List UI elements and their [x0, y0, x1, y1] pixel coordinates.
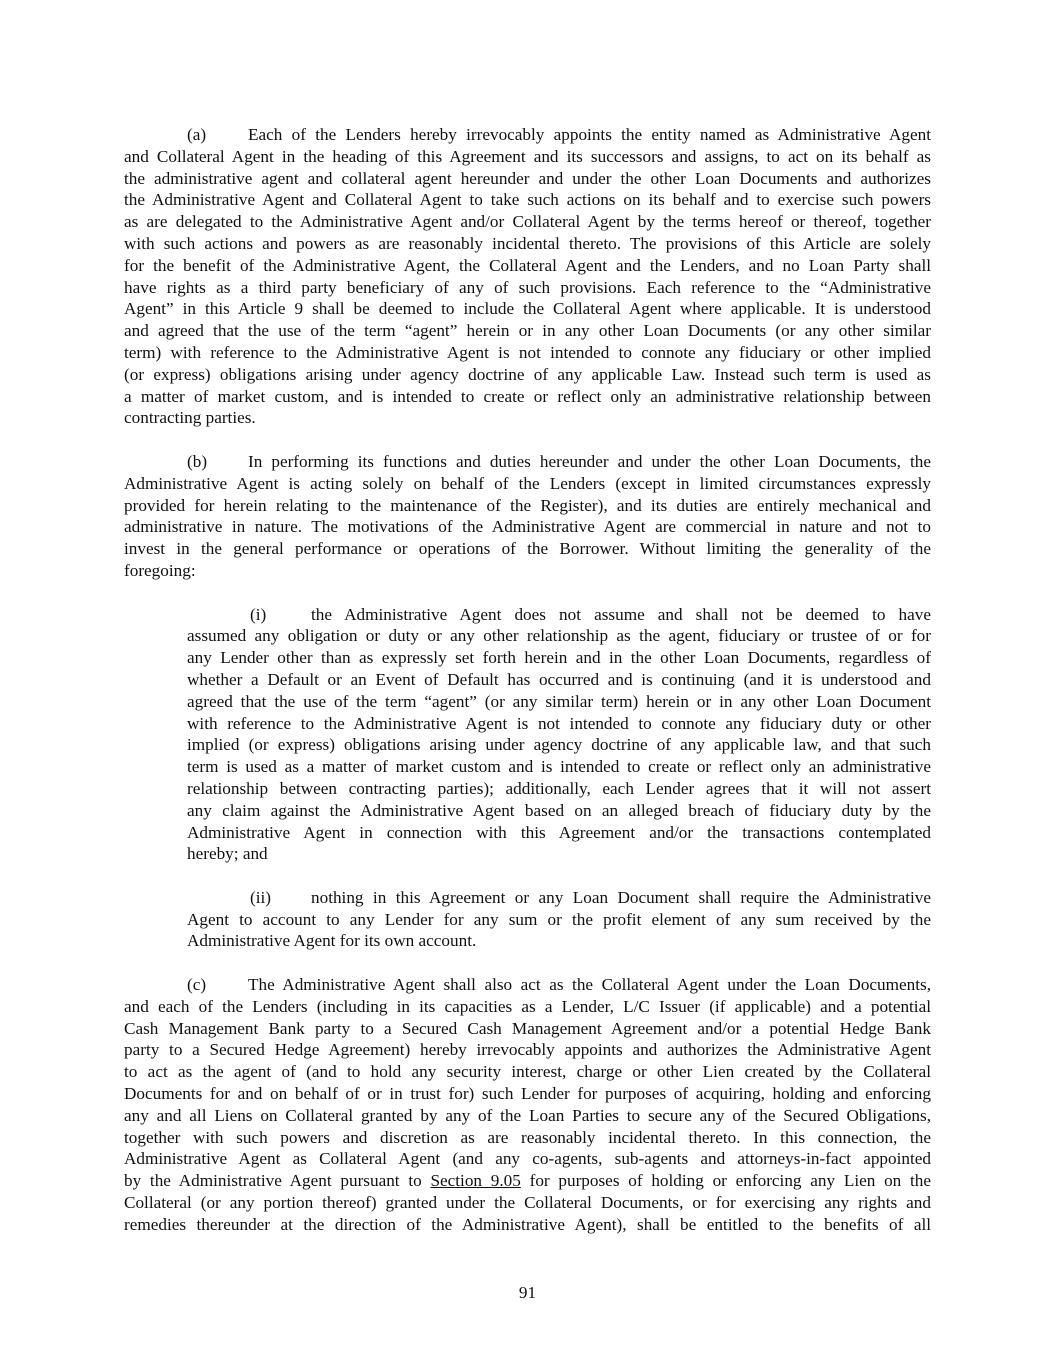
- text-line: any and all Liens on Collateral granted by any of the Loan Parties to secure any of the Secured Obligations,: [124, 1105, 931, 1125]
- text-line: Cash Management Bank party to a Secured Cash Management Agreement and/or a potential Hedge Bank: [124, 1018, 931, 1038]
- text-line: hereby; and: [187, 844, 268, 864]
- text-line: Administrative Agent as Collateral Agent (and any co-agents, sub-agents and attorneys-in-fact appointed: [124, 1149, 931, 1169]
- paragraph-a: [124, 124, 931, 429]
- paragraph-label: (i): [250, 604, 267, 624]
- text-line: Administrative Agent is acting solely on behalf of the Lenders (except in limited circumstances expressly: [124, 473, 931, 493]
- text-line: [124, 451, 931, 473]
- text-line: with reference to the Administrative Agent is not intended to connote any fiduciary duty or other: [187, 713, 931, 733]
- section-reference-link[interactable]: Section 9.05: [430, 1171, 521, 1191]
- page-number: 91: [518, 1283, 537, 1302]
- text-line: [187, 604, 931, 626]
- text-line: agreed that the use of the term “agent” (or any similar term) herein or in any other Loan Document: [187, 691, 931, 711]
- line-text: for purposes of holding or enforcing any Lien on the: [520, 1171, 932, 1191]
- line-text: by the Administrative Agent pursuant to: [124, 1171, 431, 1191]
- text-line: whether a Default or an Event of Default has occurred and is continuing (and it is understood and: [187, 669, 931, 689]
- text-line: and Collateral Agent in the heading of this Agreement and its successors and assigns, to act on its behalf as: [124, 146, 931, 166]
- text-line: term is used as a matter of market custom and is intended to create or reflect only an administrative: [187, 757, 931, 777]
- line-text: In performing its functions and duties hereunder and under the other Loan Documents, the: [248, 451, 931, 471]
- paragraph-b: [124, 451, 931, 582]
- paragraph-c: [124, 974, 931, 1236]
- text-line: [124, 974, 931, 996]
- paragraph-label: (c): [187, 975, 207, 995]
- text-line: Administrative Agent for its own account.: [187, 931, 477, 951]
- text-line: any claim against the Administrative Agent based on an alleged breach of fiduciary duty by the: [187, 800, 931, 820]
- document-body: [124, 124, 931, 1257]
- text-line: as are delegated to the Administrative Agent and/or Collateral Agent by the terms hereof or thereof, together: [124, 212, 931, 232]
- line-text: nothing in this Agreement or any Loan Document shall require the Administrative: [311, 887, 931, 907]
- text-line: foregoing:: [124, 560, 196, 580]
- text-line: have rights as a third party beneficiary of any of such provisions. Each reference to the “Administrative: [124, 277, 931, 297]
- line-text: Each of the Lenders hereby irrevocably appoints the entity named as Administrative Agent: [248, 125, 931, 144]
- line-text: the Administrative Agent does not assume and shall not be deemed to have: [311, 604, 931, 624]
- text-line: with such actions and powers as are reasonably incidental thereto. The provisions of this Article are solely: [124, 233, 931, 253]
- text-line: for the benefit of the Administrative Agent, the Collateral Agent and the Lenders, and no Loan Party shall: [124, 255, 931, 275]
- paragraph-i: [187, 604, 931, 866]
- text-line: [187, 887, 931, 909]
- text-line: (or express) obligations arising under agency doctrine of any applicable Law. Instead such term is used as: [124, 364, 931, 384]
- text-line: Agent to account to any Lender for any sum or the profit element of any sum received by the: [187, 909, 931, 929]
- paragraph-label: (ii): [250, 887, 271, 907]
- line-text: The Administrative Agent shall also act as the Collateral Agent under the Loan Documents,: [248, 975, 931, 995]
- text-line: term) with reference to the Administrative Agent is not intended to connote any fiduciary or other implied: [124, 342, 931, 362]
- text-line: administrative in nature. The motivations of the Administrative Agent are commercial in nature and not to: [124, 517, 931, 537]
- text-line: contracting parties.: [124, 408, 256, 428]
- text-line: Agent” in this Article 9 shall be deemed to include the Collateral Agent where applicable. It is understood: [124, 299, 931, 319]
- text-line: and each of the Lenders (including in its capacities as a Lender, L/C Issuer (if applicable) and a potential: [124, 996, 931, 1016]
- text-line: relationship between contracting parties); additionally, each Lender agrees that it will not assert: [187, 778, 931, 798]
- text-line: and agreed that the use of the term “agent” herein or in any other Loan Documents (or any other similar: [124, 321, 931, 341]
- text-line: assumed any obligation or duty or any other relationship as the agent, fiduciary or trustee of or for: [187, 626, 931, 646]
- text-line: together with such powers and discretion as are reasonably incidental thereto. In this connection, the: [124, 1127, 931, 1147]
- paragraph-label: (a): [187, 125, 207, 144]
- paragraph-label: (b): [187, 451, 208, 471]
- text-line: any Lender other than as expressly set forth herein and in the other Loan Documents, regardless of: [187, 648, 931, 668]
- text-line: [124, 1170, 931, 1192]
- text-line: Collateral (or any portion thereof) granted under the Collateral Documents, or for exercising any rights and: [124, 1193, 931, 1213]
- text-line: provided for herein relating to the maintenance of the Register), and its duties are entirely mechanical and: [124, 495, 931, 515]
- text-line: [124, 124, 931, 146]
- text-line: invest in the general performance or operations of the Borrower. Without limiting the generality of the: [124, 539, 931, 559]
- text-line: Documents for and on behalf of or in trust for) such Lender for purposes of acquiring, holding and enforcing: [124, 1084, 931, 1104]
- text-line: party to a Secured Hedge Agreement) hereby irrevocably appoints and authorizes the Administrative Agent: [124, 1040, 931, 1060]
- paragraph-ii: [187, 887, 931, 952]
- text-line: Administrative Agent in connection with this Agreement and/or the transactions contemplated: [187, 822, 931, 842]
- text-line: to act as the agent of (and to hold any security interest, charge or other Lien created by the Collateral: [124, 1062, 931, 1082]
- text-line: a matter of market custom, and is intended to create or reflect only an administrative relationship between: [124, 386, 931, 406]
- text-line: implied (or express) obligations arising under agency doctrine of any applicable law, and that such: [187, 735, 931, 755]
- text-line: the administrative agent and collateral agent hereunder and under the other Loan Documents and authorizes: [124, 168, 931, 188]
- text-line: the Administrative Agent and Collateral Agent to take such actions on its behalf and to exercise such powers: [124, 190, 931, 210]
- text-line: remedies thereunder at the direction of the Administrative Agent), shall be entitled to the benefits of all: [124, 1214, 931, 1234]
